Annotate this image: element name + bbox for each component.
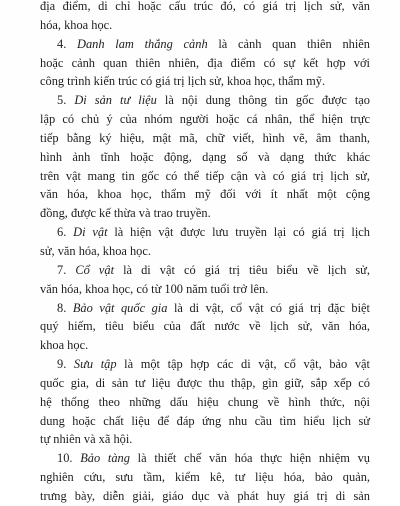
text-run: lập có chủ ý của nhóm người hoặc cá nhân, thể hiện trực xyxy=(40,112,370,127)
text-run: đồng, được kế thừa và trao truyền. xyxy=(40,206,211,221)
text-line xyxy=(40,223,370,242)
text-run: quý hiếm, tiêu biểu của đất nước về lịch sử, văn hóa, xyxy=(40,319,370,334)
text-run: văn hóa, khoa học, thẩm mỹ đối với ít nhất một cộng xyxy=(40,187,370,202)
text-line xyxy=(40,299,370,318)
text-line xyxy=(40,487,370,506)
text-run: 6. xyxy=(57,225,74,240)
text-run: trên vật mang tin gốc có thể tiếp cận và có giá trị lịch sử, xyxy=(40,168,370,183)
defined-term: Sưu tập xyxy=(73,357,117,372)
document-body xyxy=(40,0,370,506)
text-line xyxy=(40,449,370,468)
text-line xyxy=(40,280,370,299)
text-run: là hiện vật được lưu truyền lại có giá trị lịch xyxy=(107,225,370,240)
text-line xyxy=(40,35,370,54)
text-run: 4. xyxy=(57,36,78,51)
text-run: là cảnh quan thiên nhiên xyxy=(207,36,370,51)
text-line xyxy=(40,54,370,73)
text-line xyxy=(40,242,370,261)
text-line xyxy=(40,374,370,393)
text-run: hoặc cảnh quan thiên nhiên, địa điểm có sự kết hợp với xyxy=(40,55,370,70)
defined-term: Danh lam thắng cảnh xyxy=(77,36,208,51)
text-line xyxy=(40,148,370,167)
text-line xyxy=(40,185,370,204)
text-line xyxy=(40,468,370,487)
defined-term: Cổ vật xyxy=(75,262,115,277)
text-run: sử, văn hóa, khoa học. xyxy=(40,243,151,258)
text-line xyxy=(40,430,370,449)
text-run: quốc gia, di sản tư liệu được thu thập, gìn giữ, sắp xếp có xyxy=(40,375,370,390)
text-run: hình ảnh tĩnh hoặc động, dạng số và dạng thức khác xyxy=(40,149,370,164)
text-line xyxy=(40,0,370,16)
text-line xyxy=(40,167,370,186)
text-run: địa điểm, di chỉ hoặc cấu trúc đó, có giá trị lịch sử, văn xyxy=(40,0,370,13)
text-run: tiếp bằng ký hiệu, mật mã, chữ viết, hình vẽ, âm thanh, xyxy=(40,130,370,145)
text-line xyxy=(40,261,370,280)
text-run: công trình kiến trúc có giá trị lịch sử, khoa học, thẩm mỹ. xyxy=(40,74,326,89)
text-run: là thiết chế văn hóa thực hiện nhiệm vụ xyxy=(129,451,370,466)
text-line xyxy=(40,412,370,431)
text-line xyxy=(40,355,370,374)
text-run: văn hóa, khoa học, có từ 100 năm tuổi trở lên. xyxy=(40,281,269,296)
defined-term: Bảo tàng xyxy=(80,451,130,466)
text-run: khoa học. xyxy=(40,338,89,353)
defined-term: Bảo vật quốc gia xyxy=(72,300,168,315)
text-run: trưng bày, diễn giải, giáo dục và phát huy giá trị di sản xyxy=(40,488,370,503)
text-run: dung hoặc chất liệu để đáp ứng nhu cầu tìm hiểu lịch sử xyxy=(40,413,370,428)
text-line xyxy=(40,317,370,336)
text-run: là di vật có giá trị tiêu biểu về lịch sử, xyxy=(114,262,370,277)
defined-term: Di vật xyxy=(73,225,108,240)
text-line xyxy=(40,110,370,129)
text-run: 9. xyxy=(57,357,74,372)
text-run: hệ thống theo những dấu hiệu chung về hình thức, nội xyxy=(40,394,370,409)
text-line xyxy=(40,336,370,355)
text-line xyxy=(40,393,370,412)
text-run: 10. xyxy=(57,451,81,466)
text-line xyxy=(40,204,370,223)
text-line xyxy=(40,129,370,148)
text-run: tự nhiên và xã hội. xyxy=(40,432,133,447)
text-run: là di vật, cổ vật có giá trị đặc biệt xyxy=(167,300,370,315)
text-run: 5. xyxy=(57,93,75,108)
text-line xyxy=(40,72,370,91)
text-run: là nội dung thông tin gốc được tạo xyxy=(156,93,370,108)
text-run: hóa, khoa học. xyxy=(40,17,113,32)
text-run: nghiên cứu, sưu tầm, kiểm kê, tư liệu hóa, bảo quản, xyxy=(40,470,370,485)
text-run: 8. xyxy=(57,300,73,315)
text-line xyxy=(40,91,370,110)
text-run: 7. xyxy=(57,262,76,277)
text-line xyxy=(40,16,370,35)
text-run: là một tập hợp các di vật, cổ vật, bảo vật xyxy=(116,357,370,372)
defined-term: Di sản tư liệu xyxy=(74,93,157,108)
